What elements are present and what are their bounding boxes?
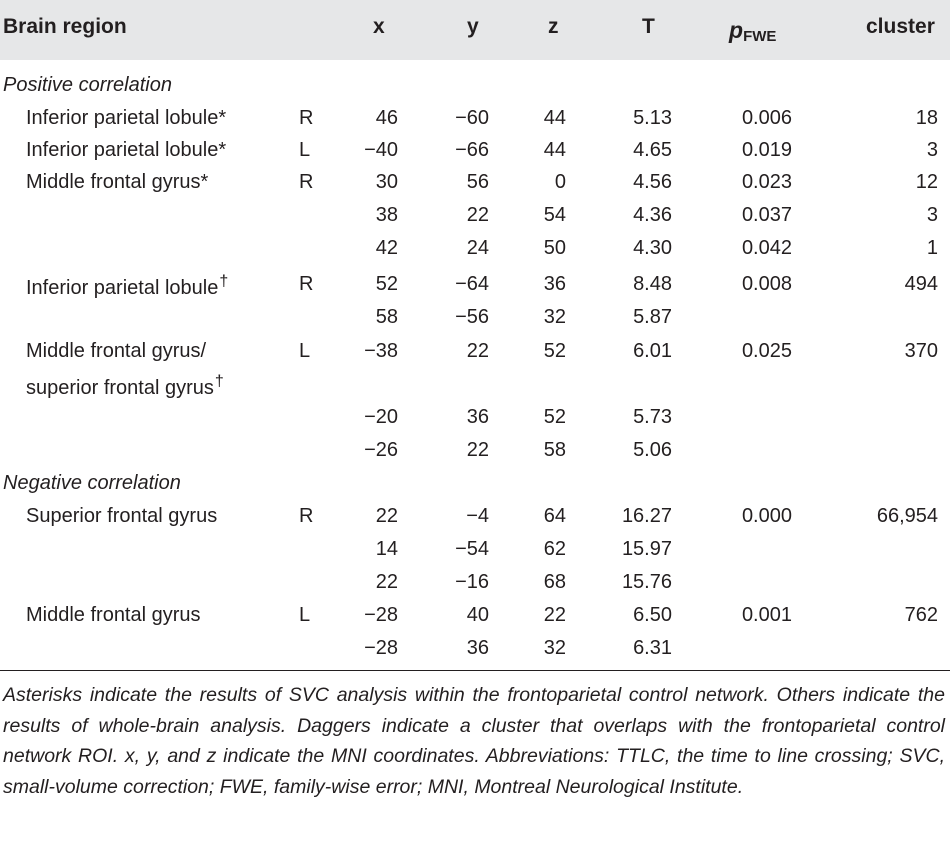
cell-t: 4.65 (633, 139, 672, 161)
cell-p: 0.042 (741, 237, 792, 259)
table-header (0, 0, 950, 60)
table-footnote: Asterisks indicate the results of SVC analysis within the frontoparietal control network. Others indicate the results of whole-brain analysis. Daggers indicate a cluster that overlaps with the frontoparietal control network ROI. x, y, and z indicate the MNI coordinates. Abbreviations: TTLC, the time to line crossing; SVC, small-volume correction; FWE, family-wise error; MNI, Montreal Neurological Institute. (3, 684, 945, 798)
cell-t: 5.87 (633, 306, 672, 328)
cell-x: 22 (375, 571, 398, 593)
cell-cluster: 12 (915, 171, 938, 193)
cell-side: L (299, 139, 311, 161)
cell-x: 38 (375, 204, 398, 226)
cell-y: 24 (466, 237, 489, 259)
table-row (0, 103, 950, 135)
cell-x: 58 (375, 306, 398, 328)
cell-t: 6.01 (633, 340, 672, 362)
cell-cluster: 1 (926, 237, 938, 259)
section-row (0, 70, 950, 102)
cell-side: L (299, 604, 311, 626)
cell-cluster: 494 (904, 273, 938, 295)
cell-z: 52 (543, 406, 566, 428)
cell-z: 54 (543, 204, 566, 226)
cell-cluster: 762 (904, 604, 938, 626)
cell-z: 0 (554, 171, 566, 193)
cell-y: 36 (466, 406, 489, 428)
cell-x: −20 (364, 406, 398, 428)
cell-z: 58 (543, 439, 566, 461)
cell-side: L (299, 340, 311, 362)
table-bottom-rule (0, 670, 950, 671)
table-row (0, 233, 950, 265)
cell-y: −56 (455, 306, 489, 328)
cell-y: 56 (466, 171, 489, 193)
cell-cluster: 370 (904, 340, 938, 362)
cell-x: 14 (375, 538, 398, 560)
header-brain-region: Brain region (3, 15, 127, 38)
table-row (0, 633, 950, 665)
section-row (0, 468, 950, 500)
cell-x: −40 (364, 139, 398, 161)
cell-z: 44 (543, 139, 566, 161)
cell-t: 8.48 (633, 273, 672, 295)
section-label: Positive correlation (3, 74, 172, 96)
cell-z: 64 (543, 505, 566, 527)
cell-side: R (299, 107, 314, 129)
cell-y: 22 (466, 204, 489, 226)
cell-z: 22 (543, 604, 566, 626)
cell-p: 0.025 (741, 340, 792, 362)
cell-x: 46 (375, 107, 398, 129)
section-label: Negative correlation (3, 472, 181, 494)
dagger-mark: † (219, 273, 229, 290)
cell-z: 44 (543, 107, 566, 129)
table-row (0, 269, 950, 301)
dagger-mark: † (214, 373, 224, 390)
cell-x: 42 (375, 237, 398, 259)
cell-p: 0.019 (741, 139, 792, 161)
cell-side: R (299, 273, 314, 295)
cell-t: 5.13 (633, 107, 672, 129)
cell-z: 68 (543, 571, 566, 593)
cell-p: 0.000 (741, 505, 792, 527)
cell-cluster: 18 (915, 107, 938, 129)
header-z: z (548, 15, 559, 38)
cell-region: Middle frontal gyrus (26, 604, 201, 626)
cell-y: −64 (455, 273, 489, 295)
cell-y: −66 (455, 139, 489, 161)
cell-x: −38 (364, 340, 398, 362)
cell-t: 4.36 (633, 204, 672, 226)
cell-y: −16 (455, 571, 489, 593)
cell-t: 5.06 (633, 439, 672, 461)
cell-cluster: 3 (926, 204, 938, 226)
cell-z: 36 (543, 273, 566, 295)
cell-side: R (299, 171, 314, 193)
table-row (0, 302, 950, 334)
cell-y: −60 (455, 107, 489, 129)
cell-t: 15.76 (621, 571, 672, 593)
cell-x: 52 (375, 273, 398, 295)
cell-x: 30 (375, 171, 398, 193)
cell-z: 62 (543, 538, 566, 560)
cell-region: Superior frontal gyrus (26, 505, 218, 527)
cell-t: 4.30 (633, 237, 672, 259)
table-row (0, 600, 950, 632)
cell-p: 0.023 (741, 171, 792, 193)
cell-z: 52 (543, 340, 566, 362)
cell-t: 16.27 (621, 505, 672, 527)
cell-p: 0.001 (741, 604, 792, 626)
table-row (0, 200, 950, 232)
cell-region: Middle frontal gyrus* (26, 171, 209, 193)
cell-x: −28 (364, 604, 398, 626)
table-row (0, 167, 950, 199)
header-cluster: cluster (866, 15, 935, 38)
cell-region: superior frontal gyrus† (26, 373, 224, 399)
table-row (0, 501, 950, 533)
cell-y: 40 (466, 604, 489, 626)
cell-t: 6.31 (633, 637, 672, 659)
cell-y: 36 (466, 637, 489, 659)
table-row (0, 336, 950, 368)
cell-t: 15.97 (621, 538, 672, 560)
table-row (0, 534, 950, 566)
cell-x: 22 (375, 505, 398, 527)
cell-x: −28 (364, 637, 398, 659)
header-x: x (373, 15, 385, 38)
cell-cluster: 3 (926, 139, 938, 161)
cell-t: 5.73 (633, 406, 672, 428)
cell-y: 22 (466, 439, 489, 461)
cell-z: 32 (543, 637, 566, 659)
table-row (0, 135, 950, 167)
table-row-continuation (0, 369, 950, 401)
cell-region: Inferior parietal lobule* (26, 139, 227, 161)
cell-cluster: 66,954 (876, 505, 938, 527)
cell-x: −26 (364, 439, 398, 461)
cell-p: 0.008 (741, 273, 792, 295)
header-y: y (467, 15, 479, 38)
table-row (0, 435, 950, 467)
cell-region: Inferior parietal lobule† (26, 273, 229, 299)
cell-z: 32 (543, 306, 566, 328)
cell-region: Middle frontal gyrus/ (26, 340, 207, 362)
cell-z: 50 (543, 237, 566, 259)
cell-y: 22 (466, 340, 489, 362)
cell-p: 0.037 (741, 204, 792, 226)
cell-y: −54 (455, 538, 489, 560)
cell-p: 0.006 (741, 107, 792, 129)
table-row (0, 567, 950, 599)
header-p-fwe: $p_{FWE}$ (729, 17, 777, 45)
cell-t: 4.56 (633, 171, 672, 193)
cell-side: R (299, 505, 314, 527)
cell-t: 6.50 (633, 604, 672, 626)
header-t: T (642, 15, 655, 38)
cell-region: Inferior parietal lobule* (26, 107, 227, 129)
cell-y: −4 (466, 505, 489, 527)
table-row (0, 402, 950, 434)
